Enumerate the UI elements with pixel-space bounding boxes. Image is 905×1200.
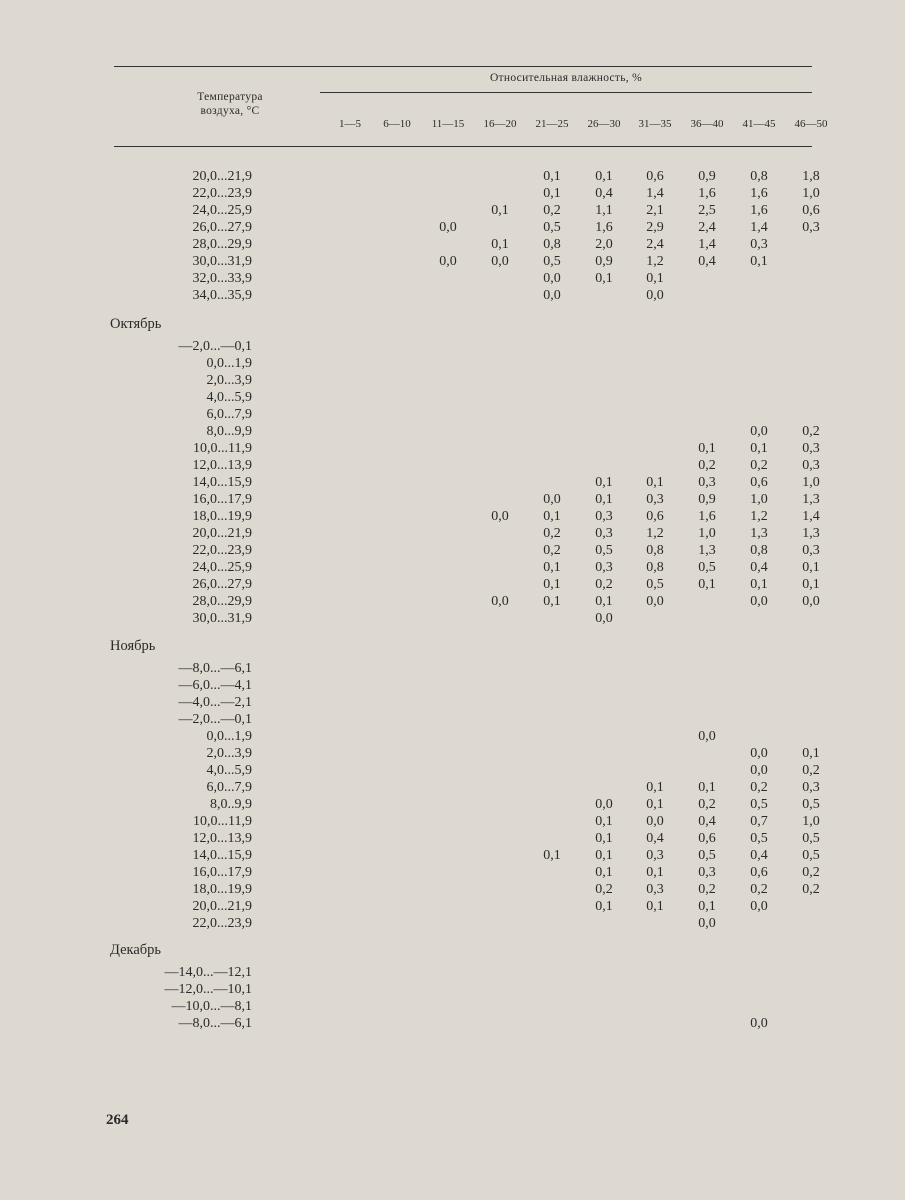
table-cell: 0,1: [646, 899, 664, 914]
temperature-range: 22,0...23,9: [192, 543, 252, 558]
temperature-range: 20,0...21,9: [192, 169, 252, 184]
group-rule: [320, 92, 812, 93]
table-cell: 0,1: [750, 441, 768, 456]
table-cell: 0,0: [646, 814, 664, 829]
table-cell: 0,4: [595, 186, 613, 201]
table-cell: 0,4: [750, 848, 768, 863]
table-cell: 1,6: [698, 186, 716, 201]
table-cell: 1,1: [595, 203, 613, 218]
month-label: Ноябрь: [110, 638, 156, 654]
humidity-group-title: Относительная влажность, %: [489, 72, 643, 84]
table-cell: 0,5: [543, 254, 561, 269]
table-cell: 0,6: [802, 203, 820, 218]
column-header: 41—45: [742, 118, 776, 130]
table-cell: 0,0: [750, 594, 768, 609]
temperature-range: 28,0...29,9: [192, 237, 252, 252]
table-cell: 0,1: [543, 186, 561, 201]
column-header: 26—30: [587, 118, 621, 130]
table-cell: 1,0: [802, 475, 820, 490]
table-cell: 0,5: [595, 543, 613, 558]
temperature-range: 8,0...9,9: [206, 424, 252, 439]
temperature-range: 18,0...19,9: [192, 882, 252, 897]
table-cell: 0,4: [646, 831, 664, 846]
table-cell: 0,2: [802, 763, 820, 778]
table-cell: 0,0: [491, 594, 509, 609]
table-cell: 0,3: [802, 220, 820, 235]
temperature-range: 14,0...15,9: [192, 848, 252, 863]
table-cell: 0,2: [750, 882, 768, 897]
table-cell: 2,1: [646, 203, 664, 218]
column-header: 21—25: [535, 118, 569, 130]
table-cell: 0,1: [543, 509, 561, 524]
table-cell: 1,0: [802, 186, 820, 201]
table-cell: 0,7: [750, 814, 768, 829]
table-cell: 0,9: [698, 492, 716, 507]
table-cell: 1,6: [750, 203, 768, 218]
table-cell: 0,1: [491, 203, 509, 218]
table-cell: 0,4: [698, 814, 716, 829]
row-header: [160, 90, 300, 118]
table-cell: 0,2: [802, 865, 820, 880]
temperature-range: 2,0...3,9: [206, 373, 252, 388]
table-cell: 0,1: [491, 237, 509, 252]
table-cell: 0,1: [543, 560, 561, 575]
table-cell: 1,2: [750, 509, 768, 524]
temperature-range: 12,0...13,9: [192, 831, 252, 846]
table-cell: 0,3: [646, 848, 664, 863]
table-cell: 0,3: [595, 509, 613, 524]
table-cell: 1,3: [750, 526, 768, 541]
page-number: 264: [106, 1112, 129, 1128]
table-cell: 0,0: [698, 916, 716, 931]
table-cell: 0,1: [750, 577, 768, 592]
month-label: Октябрь: [110, 316, 162, 332]
table-cell: 0,6: [698, 831, 716, 846]
table-cell: 0,0: [491, 509, 509, 524]
table-cell: 0,8: [646, 560, 664, 575]
table-cell: 0,5: [802, 797, 820, 812]
table-cell: 0,0: [646, 594, 664, 609]
table-cell: 1,6: [750, 186, 768, 201]
table-cell: 0,8: [646, 543, 664, 558]
table-cell: 1,3: [802, 526, 820, 541]
table-cell: 0,2: [543, 203, 561, 218]
table-cell: 0,0: [595, 797, 613, 812]
table-cell: 1,0: [802, 814, 820, 829]
table-cell: 0,0: [750, 746, 768, 761]
table-cell: 0,3: [802, 458, 820, 473]
table-cell: 1,3: [802, 492, 820, 507]
temperature-range: 12,0...13,9: [192, 458, 252, 473]
table-cell: 0,3: [646, 492, 664, 507]
temperature-range: —6,0...—4,1: [178, 678, 252, 693]
table-cell: 0,5: [698, 560, 716, 575]
table-cell: 0,1: [595, 475, 613, 490]
table-cell: 0,3: [595, 526, 613, 541]
table-cell: 0,1: [646, 797, 664, 812]
temperature-range: 10,0...11,9: [193, 814, 252, 829]
temperature-range: 0,0...1,9: [206, 356, 252, 371]
temperature-range: —10,0...—8,1: [171, 999, 252, 1014]
table-cell: 0,3: [802, 780, 820, 795]
table-cell: 1,6: [595, 220, 613, 235]
table-cell: 0,1: [646, 475, 664, 490]
table-cell: 0,0: [646, 288, 664, 303]
table-cell: 0,9: [595, 254, 613, 269]
table-cell: 0,5: [750, 831, 768, 846]
table-cell: 0,3: [698, 865, 716, 880]
table-cell: 0,1: [646, 271, 664, 286]
column-header: 46—50: [794, 118, 828, 130]
table-cell: 0,5: [750, 797, 768, 812]
table-cell: 0,0: [595, 611, 613, 626]
table-cell: 0,2: [543, 543, 561, 558]
table-cell: 0,1: [595, 169, 613, 184]
table-cell: 2,4: [646, 237, 664, 252]
table-cell: 0,1: [543, 169, 561, 184]
temperature-range: 30,0...31,9: [192, 611, 252, 626]
temperature-range: 20,0...21,9: [192, 526, 252, 541]
row-header-line-2: воздуха, °С: [200, 105, 260, 117]
table-cell: 0,1: [595, 848, 613, 863]
column-header: 11—15: [431, 118, 465, 130]
table-cell: 2,5: [698, 203, 716, 218]
table-cell: 0,3: [646, 882, 664, 897]
temperature-range: 4,0...5,9: [206, 390, 252, 405]
header-bottom-rule: [114, 146, 812, 147]
table-cell: 0,0: [750, 1016, 768, 1031]
temperature-range: 28,0...29,9: [192, 594, 252, 609]
table-cell: 0,0: [543, 288, 561, 303]
table-cell: 2,0: [595, 237, 613, 252]
table-cell: 0,3: [802, 543, 820, 558]
table-cell: 0,1: [595, 594, 613, 609]
table-cell: 0,9: [698, 169, 716, 184]
temperature-range: —8,0...—6,1: [178, 661, 252, 676]
table-cell: 0,5: [698, 848, 716, 863]
temperature-range: 16,0...17,9: [192, 865, 252, 880]
temperature-range: 18,0...19,9: [192, 509, 252, 524]
table-cell: 1,0: [750, 492, 768, 507]
table-cell: 0,1: [750, 254, 768, 269]
column-header: 16—20: [483, 118, 517, 130]
table-cell: 0,5: [646, 577, 664, 592]
temperature-range: 4,0...5,9: [206, 763, 252, 778]
table-cell: 0,1: [698, 441, 716, 456]
table-cell: 0,0: [439, 220, 457, 235]
temperature-range: 32,0...33,9: [192, 271, 252, 286]
table-cell: 0,1: [543, 577, 561, 592]
table-cell: 0,1: [595, 865, 613, 880]
table-cell: 0,1: [698, 899, 716, 914]
table-cell: 0,1: [646, 780, 664, 795]
table-cell: 0,0: [698, 729, 716, 744]
table-cell: 0,0: [750, 763, 768, 778]
table-cell: 0,2: [750, 458, 768, 473]
table-cell: 0,1: [543, 848, 561, 863]
temperature-range: 14,0...15,9: [192, 475, 252, 490]
temperature-range: 26,0...27,9: [192, 220, 252, 235]
table-cell: 0,1: [543, 594, 561, 609]
table-cell: 0,3: [698, 475, 716, 490]
table-cell: 0,0: [750, 899, 768, 914]
table-cell: 0,2: [698, 797, 716, 812]
table-cell: 0,0: [439, 254, 457, 269]
table-cell: 0,1: [595, 899, 613, 914]
temperature-range: —8,0...—6,1: [178, 1016, 252, 1031]
table-cell: 0,2: [750, 780, 768, 795]
temperature-range: 10,0...11,9: [193, 441, 252, 456]
table-cell: 0,0: [802, 594, 820, 609]
temperature-range: 8,0..9,9: [210, 797, 252, 812]
table-cell: 0,2: [698, 882, 716, 897]
column-header: 1—5: [339, 118, 361, 130]
table-cell: 0,1: [646, 865, 664, 880]
table-cell: 0,2: [802, 882, 820, 897]
table-cell: 0,6: [750, 475, 768, 490]
table-cell: 0,3: [595, 560, 613, 575]
table-cell: 2,4: [698, 220, 716, 235]
table-cell: 1,4: [646, 186, 664, 201]
table-cell: 0,3: [750, 237, 768, 252]
column-header: 31—35: [638, 118, 672, 130]
table-cell: 1,6: [698, 509, 716, 524]
month-label: Декабрь: [110, 942, 162, 958]
row-header-line-1: Температура: [197, 91, 263, 103]
table-cell: 0,1: [802, 560, 820, 575]
table-cell: 1,4: [750, 220, 768, 235]
table-cell: 0,0: [543, 271, 561, 286]
table-cell: 0,1: [802, 577, 820, 592]
table-cell: 0,1: [595, 814, 613, 829]
table-cell: 0,4: [698, 254, 716, 269]
table-cell: 2,9: [646, 220, 664, 235]
table-cell: 0,2: [595, 882, 613, 897]
table-cell: 0,3: [802, 441, 820, 456]
table-cell: 1,0: [698, 526, 716, 541]
temperature-range: —14,0...—12,1: [164, 965, 252, 980]
table-cell: 0,0: [543, 492, 561, 507]
table-cell: 0,1: [802, 746, 820, 761]
table-cell: 0,2: [698, 458, 716, 473]
temperature-range: 0,0...1,9: [206, 729, 252, 744]
column-header: 6—10: [383, 118, 411, 130]
temperature-range: 20,0...21,9: [192, 899, 252, 914]
temperature-range: 22,0...23,9: [192, 916, 252, 931]
table-cell: 0,1: [698, 577, 716, 592]
temperature-range: 34,0...35,9: [192, 288, 252, 303]
temperature-range: 6,0...7,9: [206, 780, 252, 795]
temperature-range: —2,0...—0,1: [178, 339, 252, 354]
table-cell: 1,8: [802, 169, 820, 184]
table-cell: 0,6: [646, 169, 664, 184]
table-cell: 1,4: [802, 509, 820, 524]
table-cell: 0,1: [595, 271, 613, 286]
temperature-range: 6,0...7,9: [206, 407, 252, 422]
table-cell: 1,3: [698, 543, 716, 558]
temperature-range: 24,0...25,9: [192, 560, 252, 575]
temperature-range: 24,0...25,9: [192, 203, 252, 218]
temperature-range: 26,0...27,9: [192, 577, 252, 592]
table-cell: 0,0: [750, 424, 768, 439]
table-cell: 0,8: [750, 169, 768, 184]
top-rule: [114, 66, 812, 67]
table-cell: 0,2: [543, 526, 561, 541]
table-cell: 0,4: [750, 560, 768, 575]
temperature-range: 22,0...23,9: [192, 186, 252, 201]
table-cell: 0,1: [698, 780, 716, 795]
table-cell: 1,4: [698, 237, 716, 252]
table-cell: 0,5: [543, 220, 561, 235]
table-cell: 0,1: [595, 831, 613, 846]
table-cell: 1,2: [646, 254, 664, 269]
temperature-range: 2,0...3,9: [206, 746, 252, 761]
temperature-range: 30,0...31,9: [192, 254, 252, 269]
table-cell: 0,1: [595, 492, 613, 507]
table-cell: 0,6: [750, 865, 768, 880]
table-cell: 0,8: [543, 237, 561, 252]
temperature-range: 16,0...17,9: [192, 492, 252, 507]
table-cell: 0,5: [802, 848, 820, 863]
table-cell: 0,8: [750, 543, 768, 558]
table-cell: 0,0: [491, 254, 509, 269]
table-cell: 0,2: [595, 577, 613, 592]
table-cell: 0,5: [802, 831, 820, 846]
table-cell: 0,2: [802, 424, 820, 439]
table-cell: 1,2: [646, 526, 664, 541]
temperature-range: —2,0...—0,1: [178, 712, 252, 727]
column-header: 36—40: [690, 118, 724, 130]
temperature-range: —12,0...—10,1: [164, 982, 252, 997]
table-cell: 0,6: [646, 509, 664, 524]
temperature-range: —4,0...—2,1: [178, 695, 252, 710]
